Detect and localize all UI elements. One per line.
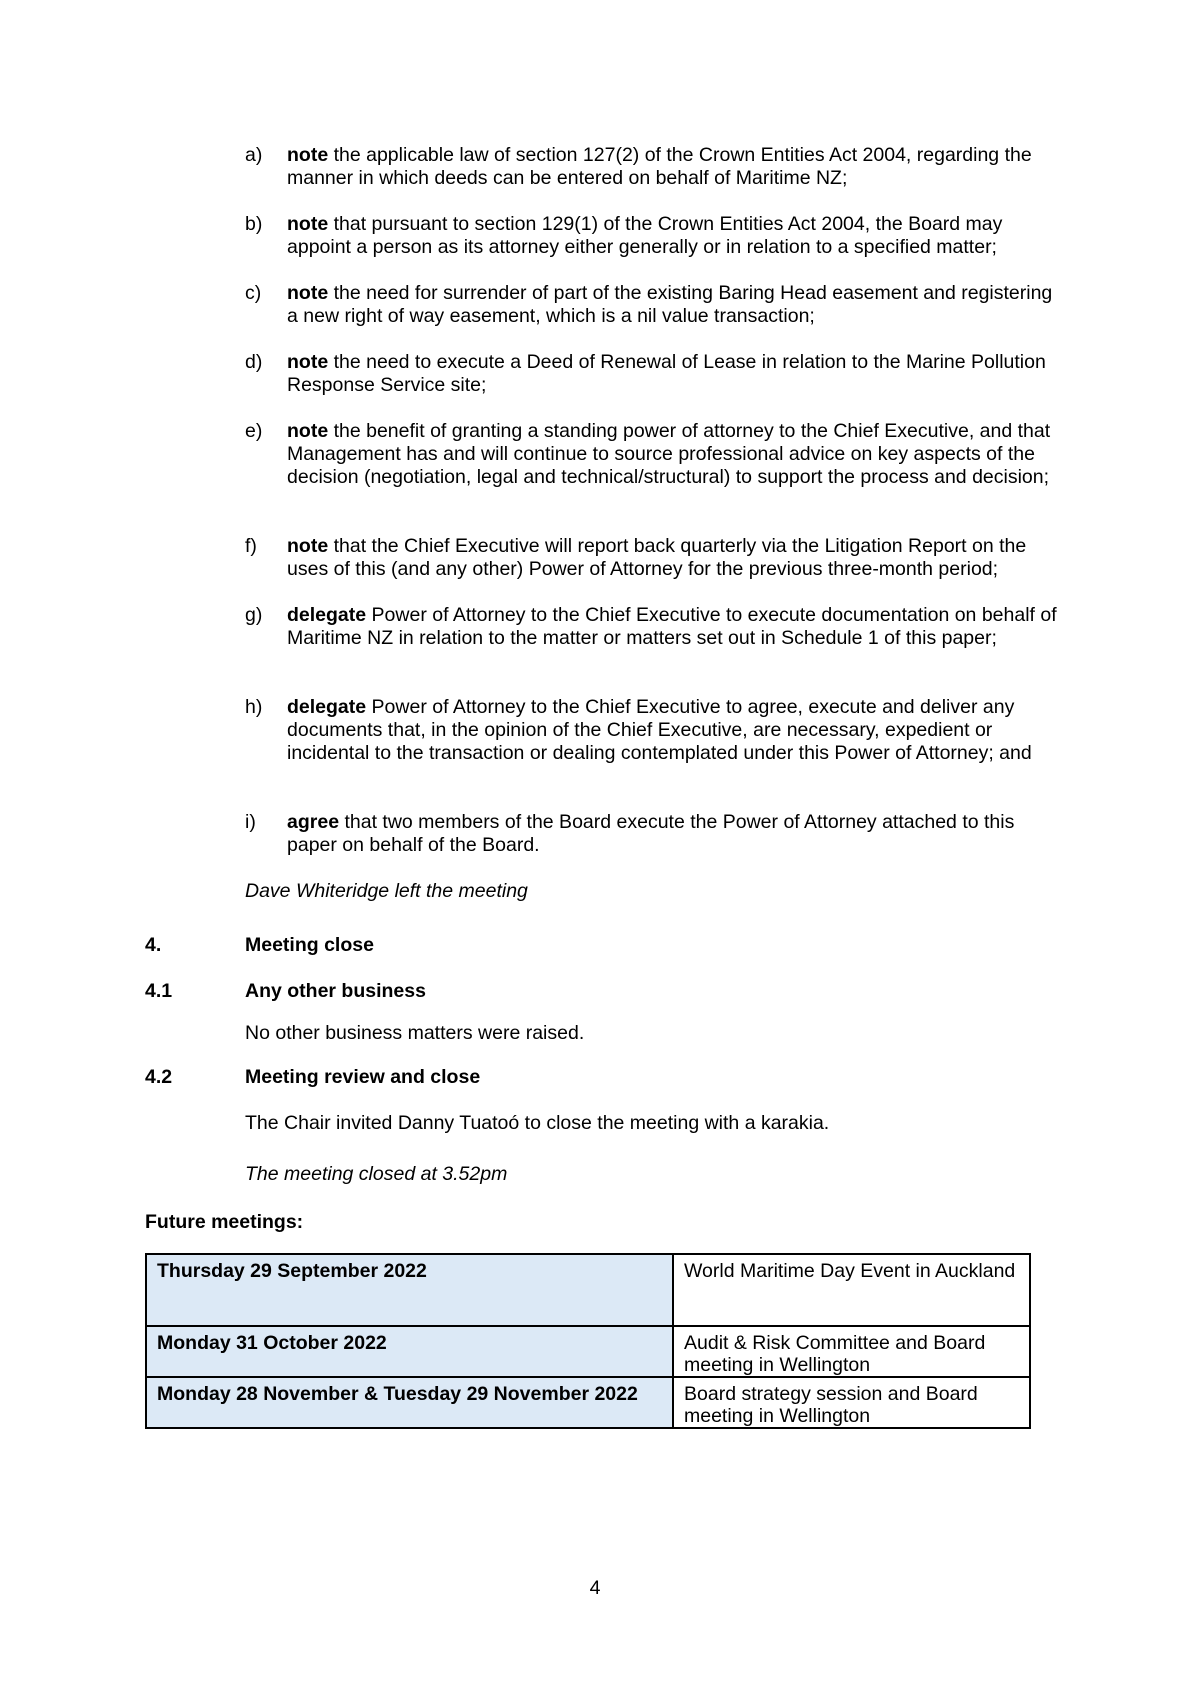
table-row [146, 1326, 1030, 1377]
item-label: g) [245, 604, 263, 626]
item-label: c) [245, 282, 262, 304]
section-number: 4. [145, 934, 162, 956]
section-body: The Chair invited Danny Tuatoó to close the meeting with a karakia. [245, 1112, 830, 1134]
item-label: h) [245, 696, 263, 718]
table-row [146, 1254, 1030, 1326]
meeting-date: Monday 28 November & Tuesday 29 November 2022 [146, 1377, 673, 1428]
item-verb: delegate [287, 604, 367, 626]
item-label: i) [245, 811, 256, 833]
meeting-event: World Maritime Day Event in Auckland [673, 1254, 1030, 1326]
item-verb: note [287, 535, 329, 557]
section-body: No other business matters were raised. [245, 1022, 585, 1044]
meeting-date: Thursday 29 September 2022 [146, 1254, 673, 1326]
item-text: note the need for surrender of part of the existing Baring Head easement and registering a new right of way easement, which is a nil value transaction; [287, 282, 1053, 327]
item-verb: note [287, 144, 329, 166]
item-verb: note [287, 213, 329, 235]
item-text: agree that two members of the Board execute the Power of Attorney attached to this paper on behalf of the Board. [287, 811, 1015, 856]
item-verb: note [287, 282, 329, 304]
page-number: 4 [589, 1577, 601, 1599]
item-label: e) [245, 420, 263, 442]
item-text: note the applicable law of section 127(2) of the Crown Entities Act 2004, regarding the manner in which deeds can be entered on behalf of Maritime NZ; [287, 144, 1032, 189]
item-label: d) [245, 351, 263, 373]
item-label: a) [245, 144, 263, 166]
item-verb: note [287, 420, 329, 442]
future-meetings-table [145, 1253, 1031, 1429]
item-text: delegate Power of Attorney to the Chief Executive to execute documentation on behalf of Maritime NZ in relation to the matter or matters set out in Schedule 1 of this paper; [287, 604, 1057, 649]
item-label: f) [245, 535, 257, 557]
closing-note: The meeting closed at 3.52pm [245, 1163, 508, 1185]
attendance-note: Dave Whiteridge left the meeting [245, 880, 528, 902]
item-text: delegate Power of Attorney to the Chief Executive to agree, execute and deliver any documents that, in the opinion of the Chief Executive, are necessary, expedient or incidental to the transaction or dealing contemplated under this Power of Attorney; and [287, 696, 1032, 764]
item-verb: delegate [287, 696, 367, 718]
item-text: note that pursuant to section 129(1) of the Crown Entities Act 2004, the Board may appoint a person as its attorney either generally or in relation to a specified matter; [287, 213, 1003, 258]
item-text: note the need to execute a Deed of Renewal of Lease in relation to the Marine Pollution Response Service site; [287, 351, 1046, 396]
meeting-date: Monday 31 October 2022 [146, 1326, 673, 1377]
item-verb: agree [287, 811, 340, 833]
item-text: note that the Chief Executive will report back quarterly via the Litigation Report on the uses of this (and any other) Power of Attorney for the previous three-month period; [287, 535, 1027, 580]
item-text: note the benefit of granting a standing power of attorney to the Chief Executive, and that Management has and will continue to source professional advice on key aspects of the decision (negotiation, legal and technical/structural) to support the process and decision; [287, 420, 1051, 488]
item-label: b) [245, 213, 263, 235]
section-title: Meeting review and close [245, 1066, 481, 1088]
section-number: 4.1 [145, 980, 173, 1002]
meeting-event: Audit & Risk Committee and Board meeting in Wellington [673, 1326, 1030, 1377]
section-title: Any other business [245, 980, 426, 1002]
meeting-event: Board strategy session and Board meeting in Wellington [673, 1377, 1030, 1428]
item-verb: note [287, 351, 329, 373]
section-number: 4.2 [145, 1066, 173, 1088]
future-meetings-heading: Future meetings: [145, 1211, 304, 1233]
table-row [146, 1377, 1030, 1428]
section-title: Meeting close [245, 934, 374, 956]
